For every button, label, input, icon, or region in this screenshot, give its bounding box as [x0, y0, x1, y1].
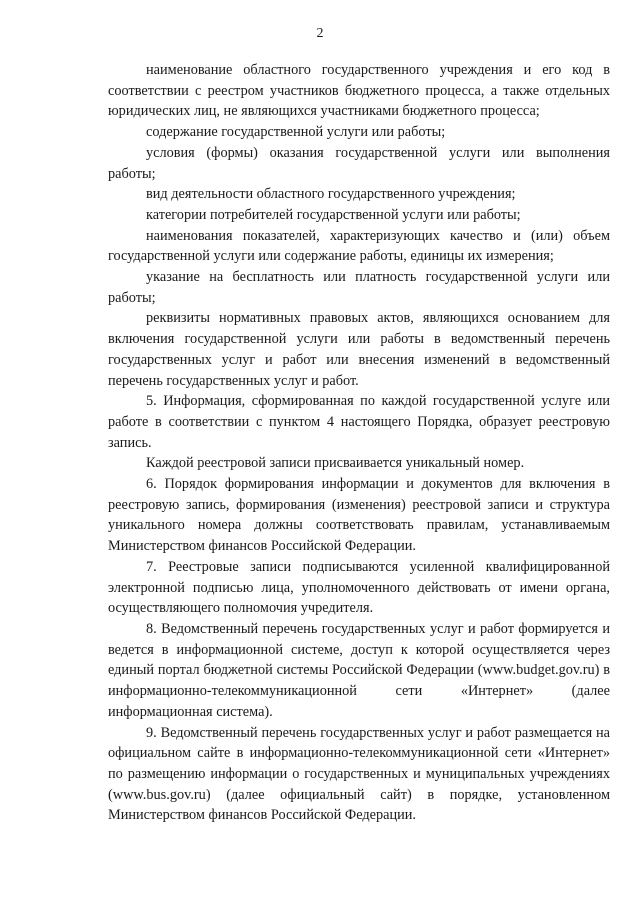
paragraph-item-9: 9. Ведомственный перечень государственных услуг и работ размещается на официальном сайте в информационно-телекоммуникационной сети «Интернет» по размещению информации о государственных и муниципальных учреждениях (www.bus.gov.ru) (далее официальный сайт) в порядке, установленном Министерством финансов Российской Федерации. [108, 724, 610, 824]
paragraph-item-7: 7. Реестровые записи подписываются усиленной квалифицированной электронной подписью лица, уполномоченного действовать от имени органа, осуществляющего полномочия учредителя. [108, 558, 610, 617]
paragraph-indicators: наименования показателей, характеризующих качество и (или) объем государственной услуги или содержание работы, единицы их измерения; [108, 227, 610, 265]
paragraph-item-8: 8. Ведомственный перечень государственных услуг и работ формируется и ведется в информационной системе, доступ к которой осуществляется через единый портал бюджетной системы Российской Федерации (www.budget.gov.ru) в информационно-телекоммуникационной сети «Интернет» (далее информационная система). [108, 620, 610, 720]
paragraph-free-or-paid: указание на бесплатность или платность государственной услуги или работы; [108, 269, 610, 306]
paragraph-legal-acts: реквизиты нормативных правовых актов, являющихся основанием для включения государственной услуги или работы в ведомственный перечень государственных услуг и работ или внесения изменений в ведомственный перечень государственных услуг и работ. [108, 310, 610, 389]
paragraph-unique-number: Каждой реестровой записи присваивается уникальный номер. [146, 455, 525, 472]
paragraph-item-5: 5. Информация, сформированная по каждой государственной услуге или работе в соответствии с пунктом 4 настоящего Порядка, образует реестровую запись. [108, 393, 610, 451]
paragraph-service-content: содержание государственной услуги или работы; [146, 124, 446, 141]
document-body [108, 60, 610, 826]
paragraph-activity-type: вид деятельности областного государственного учреждения; [146, 186, 516, 203]
paragraph-service-conditions: условия (формы) оказания государственной услуги или выполнения работы; [108, 144, 610, 182]
paragraph-item-6: 6. Порядок формирования информации и документов для включения в реестровую запись, формирования (изменения) реестровой записи и структура уникального номера должны соответствовать правилам, устанавливаемым Министерством финансов Российской Федерации. [108, 476, 610, 555]
paragraph-institution-name: наименование областного государственного учреждения и его код в соответствии с реестром участников бюджетного процесса, а также отдельных юридических лиц, не являющихся участниками бюджетного процесса; [108, 62, 610, 120]
page-number: 2 [316, 26, 324, 41]
paragraph-consumer-categories: категории потребителей государственной услуги или работы; [146, 206, 521, 223]
